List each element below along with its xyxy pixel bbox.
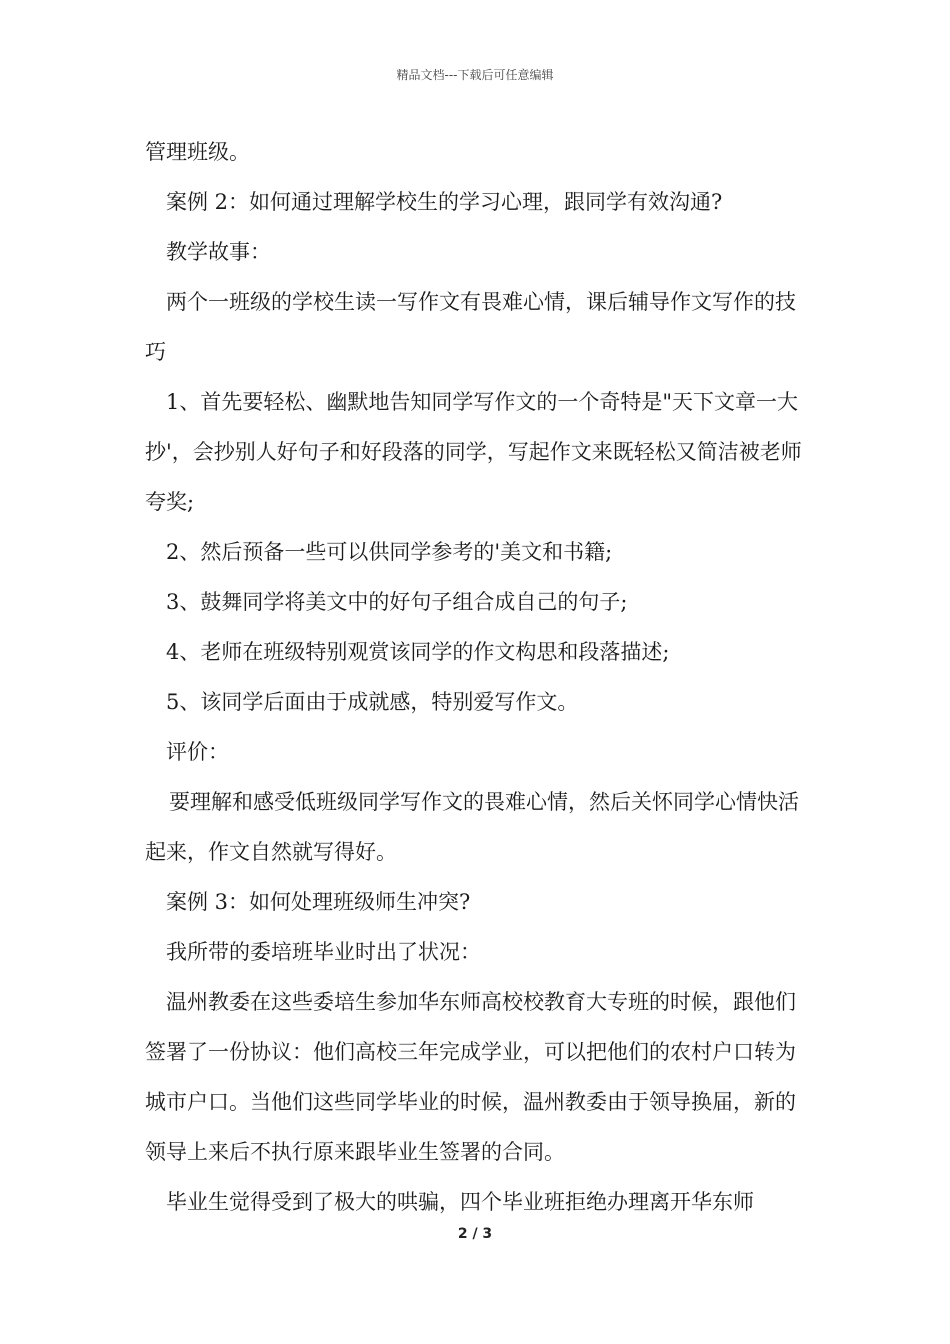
paragraph-8: 4、老师在班级特别观赏该同学的作文构思和段落描述;: [166, 640, 670, 664]
paragraph-14: 温州教委在这些委培生参加华东师高校校教育大专班的时候，跟他们签署了一份协议：他们高校三年完成学业，可以把他们的农村户口转为城市户口。当他们这些同学毕业的时候，温州教委由于领导换届，新的领导上来后不执行原来跟毕业生签署的合同。: [145, 990, 796, 1164]
document-body: [145, 127, 807, 1227]
paragraph-6: 2、然后预备一些可以供同学参考的'美文和书籍;: [166, 540, 613, 564]
paragraph-3: 教学故事：: [166, 240, 271, 264]
paragraph-10: 评价：: [166, 740, 229, 764]
page-header: 精品文档---下载后可任意编辑: [396, 68, 554, 82]
paragraph-2: 案例 2：如何通过理解学校生的学习心理，跟同学有效沟通?: [166, 190, 723, 214]
paragraph-11: 要理解和感受低班级同学写作文的畏难心情，然后关怀同学心情快活起来，作文自然就写得好。: [145, 790, 799, 864]
paragraph-4: 两个一班级的学校生读一写作文有畏难心情，课后辅导作文写作的技巧: [145, 290, 796, 364]
paragraph-7: 3、鼓舞同学将美文中的好句子组合成自己的句子;: [166, 590, 628, 614]
paragraph-9: 5、该同学后面由于成就感，特别爱写作文。: [166, 690, 579, 714]
paragraph-15: 毕业生觉得受到了极大的哄骗，四个毕业班拒绝办理离开华东师: [166, 1190, 754, 1214]
paragraph-13: 我所带的委培班毕业时出了状况：: [166, 940, 481, 964]
paragraph-5: 1、首先要轻松、幽默地告知同学写作文的一个奇特是"天下文章一大抄'，会抄别人好句子和好段落的同学，写起作文来既轻松又简洁被老师夸奖;: [145, 390, 802, 514]
paragraph-1: 管理班级。: [145, 140, 250, 164]
paragraph-12: 案例 3：如何处理班级师生冲突?: [166, 890, 471, 914]
page-number: 2 / 3: [457, 1226, 493, 1242]
